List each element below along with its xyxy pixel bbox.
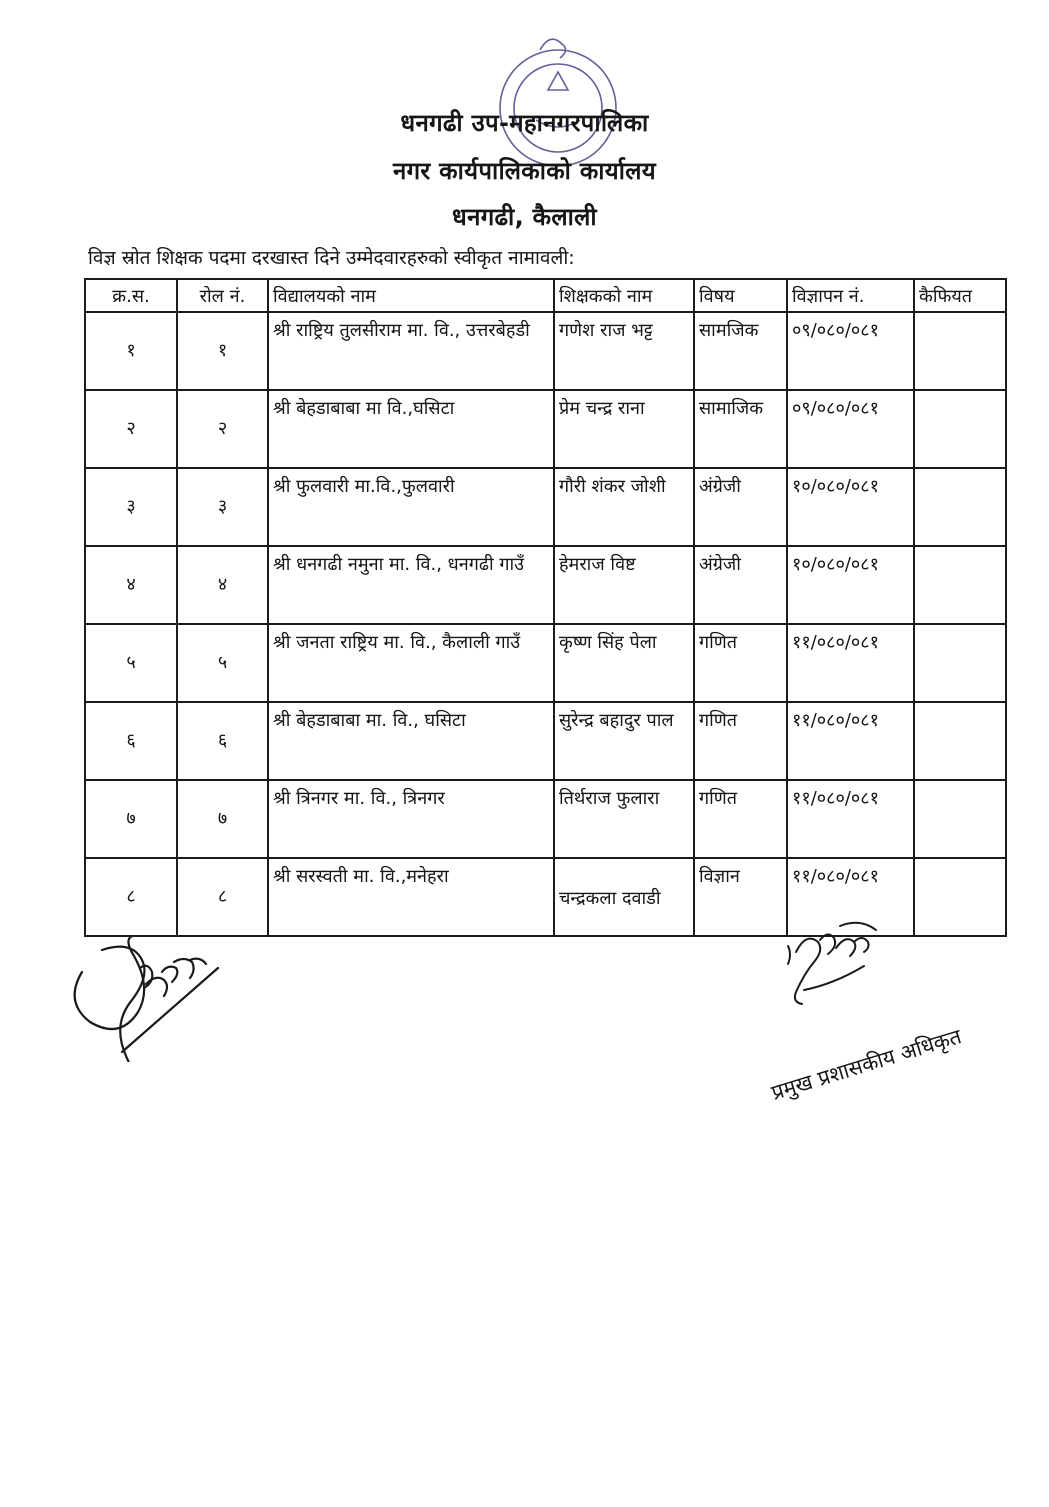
cell-remarks [914, 546, 1006, 624]
cell-serial: ७ [85, 780, 177, 858]
cell-school: श्री बेहडाबाबा मा. वि., घसिटा [268, 702, 554, 780]
cell-roll: ६ [177, 702, 268, 780]
cell-subject: गणित [694, 702, 787, 780]
cell-teacher: चन्द्रकला दवाडी [554, 858, 694, 936]
cell-serial: ३ [85, 468, 177, 546]
cell-roll: ३ [177, 468, 268, 546]
officer-title: प्रमुख प्रशासकीय अधिकृत [768, 1024, 965, 1105]
cell-teacher: गणेश राज भट्ट [554, 312, 694, 390]
cell-advert-no: ०९/०८०/०८१ [787, 312, 914, 390]
cell-advert-no: ११/०८०/०८१ [787, 702, 914, 780]
cell-subject: गणित [694, 624, 787, 702]
cell-school: श्री राष्ट्रिय तुलसीराम मा. वि., उत्तरबेहडी [268, 312, 554, 390]
header-roll: रोल नं. [177, 279, 268, 312]
cell-advert-no: ११/०८०/०८१ [787, 624, 914, 702]
header-advert-no: विज्ञापन नं. [787, 279, 914, 312]
left-signature [62, 932, 232, 1062]
cell-advert-no: ११/०८०/०८१ [787, 858, 914, 936]
cell-school: श्री त्रिनगर मा. वि., त्रिनगर [268, 780, 554, 858]
table-row [85, 390, 1006, 468]
header-school: विद्यालयको नाम [268, 279, 554, 312]
cell-teacher: गौरी शंकर जोशी [554, 468, 694, 546]
table-row [85, 624, 1006, 702]
table-row [85, 780, 1006, 858]
table-header-row [85, 279, 1006, 312]
candidate-table [84, 278, 1007, 937]
cell-teacher: प्रेम चन्द्र राना [554, 390, 694, 468]
cell-advert-no: १०/०८०/०८१ [787, 468, 914, 546]
cell-serial: ५ [85, 624, 177, 702]
right-signature [780, 912, 890, 1012]
cell-subject: सामजिक [694, 312, 787, 390]
cell-roll: ४ [177, 546, 268, 624]
cell-school: श्री सरस्वती मा. वि.,मनेहरा [268, 858, 554, 936]
cell-remarks [914, 780, 1006, 858]
office-name: धनगढी उप-महानगरपालिका [400, 109, 649, 137]
cell-teacher: हेमराज विष्ट [554, 546, 694, 624]
cell-serial: ६ [85, 702, 177, 780]
cell-roll: ५ [177, 624, 268, 702]
cell-roll: ७ [177, 780, 268, 858]
cell-subject: अंग्रेजी [694, 546, 787, 624]
cell-roll: २ [177, 390, 268, 468]
cell-subject: अंग्रेजी [694, 468, 787, 546]
table-row [85, 468, 1006, 546]
cell-teacher: कृष्ण सिंह पेला [554, 624, 694, 702]
table-row [85, 546, 1006, 624]
cell-remarks [914, 858, 1006, 936]
cell-school: श्री फुलवारी मा.वि.,फुलवारी [268, 468, 554, 546]
cell-teacher: तिर्थराज फुलारा [554, 780, 694, 858]
cell-remarks [914, 312, 1006, 390]
cell-roll: ८ [177, 858, 268, 936]
cell-teacher: सुरेन्द्र बहादुर पाल [554, 702, 694, 780]
office-subtitle: नगर कार्यपालिकाको कार्यालय [392, 157, 657, 185]
office-location: धनगढी, कैलाली [452, 203, 597, 231]
cell-school: श्री जनता राष्ट्रिय मा. वि., कैलाली गाउँ [268, 624, 554, 702]
cell-advert-no: १०/०८०/०८१ [787, 546, 914, 624]
cell-advert-no: ११/०८०/०८१ [787, 780, 914, 858]
header-serial: क्र.स. [85, 279, 177, 312]
header-remarks: कैफियत [914, 279, 1006, 312]
cell-remarks [914, 468, 1006, 546]
header-subject: विषय [694, 279, 787, 312]
cell-serial: ८ [85, 858, 177, 936]
table-row [85, 702, 1006, 780]
cell-subject: विज्ञान [694, 858, 787, 936]
cell-subject: गणित [694, 780, 787, 858]
table-row [85, 312, 1006, 390]
cell-remarks [914, 624, 1006, 702]
cell-school: श्री धनगढी नमुना मा. वि., धनगढी गाउँ [268, 546, 554, 624]
cell-roll: १ [177, 312, 268, 390]
cell-subject: सामाजिक [694, 390, 787, 468]
cell-remarks [914, 702, 1006, 780]
cell-remarks [914, 390, 1006, 468]
cell-serial: २ [85, 390, 177, 468]
cell-serial: १ [85, 312, 177, 390]
header-teacher: शिक्षकको नाम [554, 279, 694, 312]
cell-school: श्री बेहडाबाबा मा वि.,घसिटा [268, 390, 554, 468]
cell-serial: ४ [85, 546, 177, 624]
list-title: विज्ञ स्रोत शिक्षक पदमा दरखास्त दिने उम्मेदवारहरुको स्वीकृत नामावली: [88, 247, 575, 269]
cell-advert-no: ०९/०८०/०८१ [787, 390, 914, 468]
